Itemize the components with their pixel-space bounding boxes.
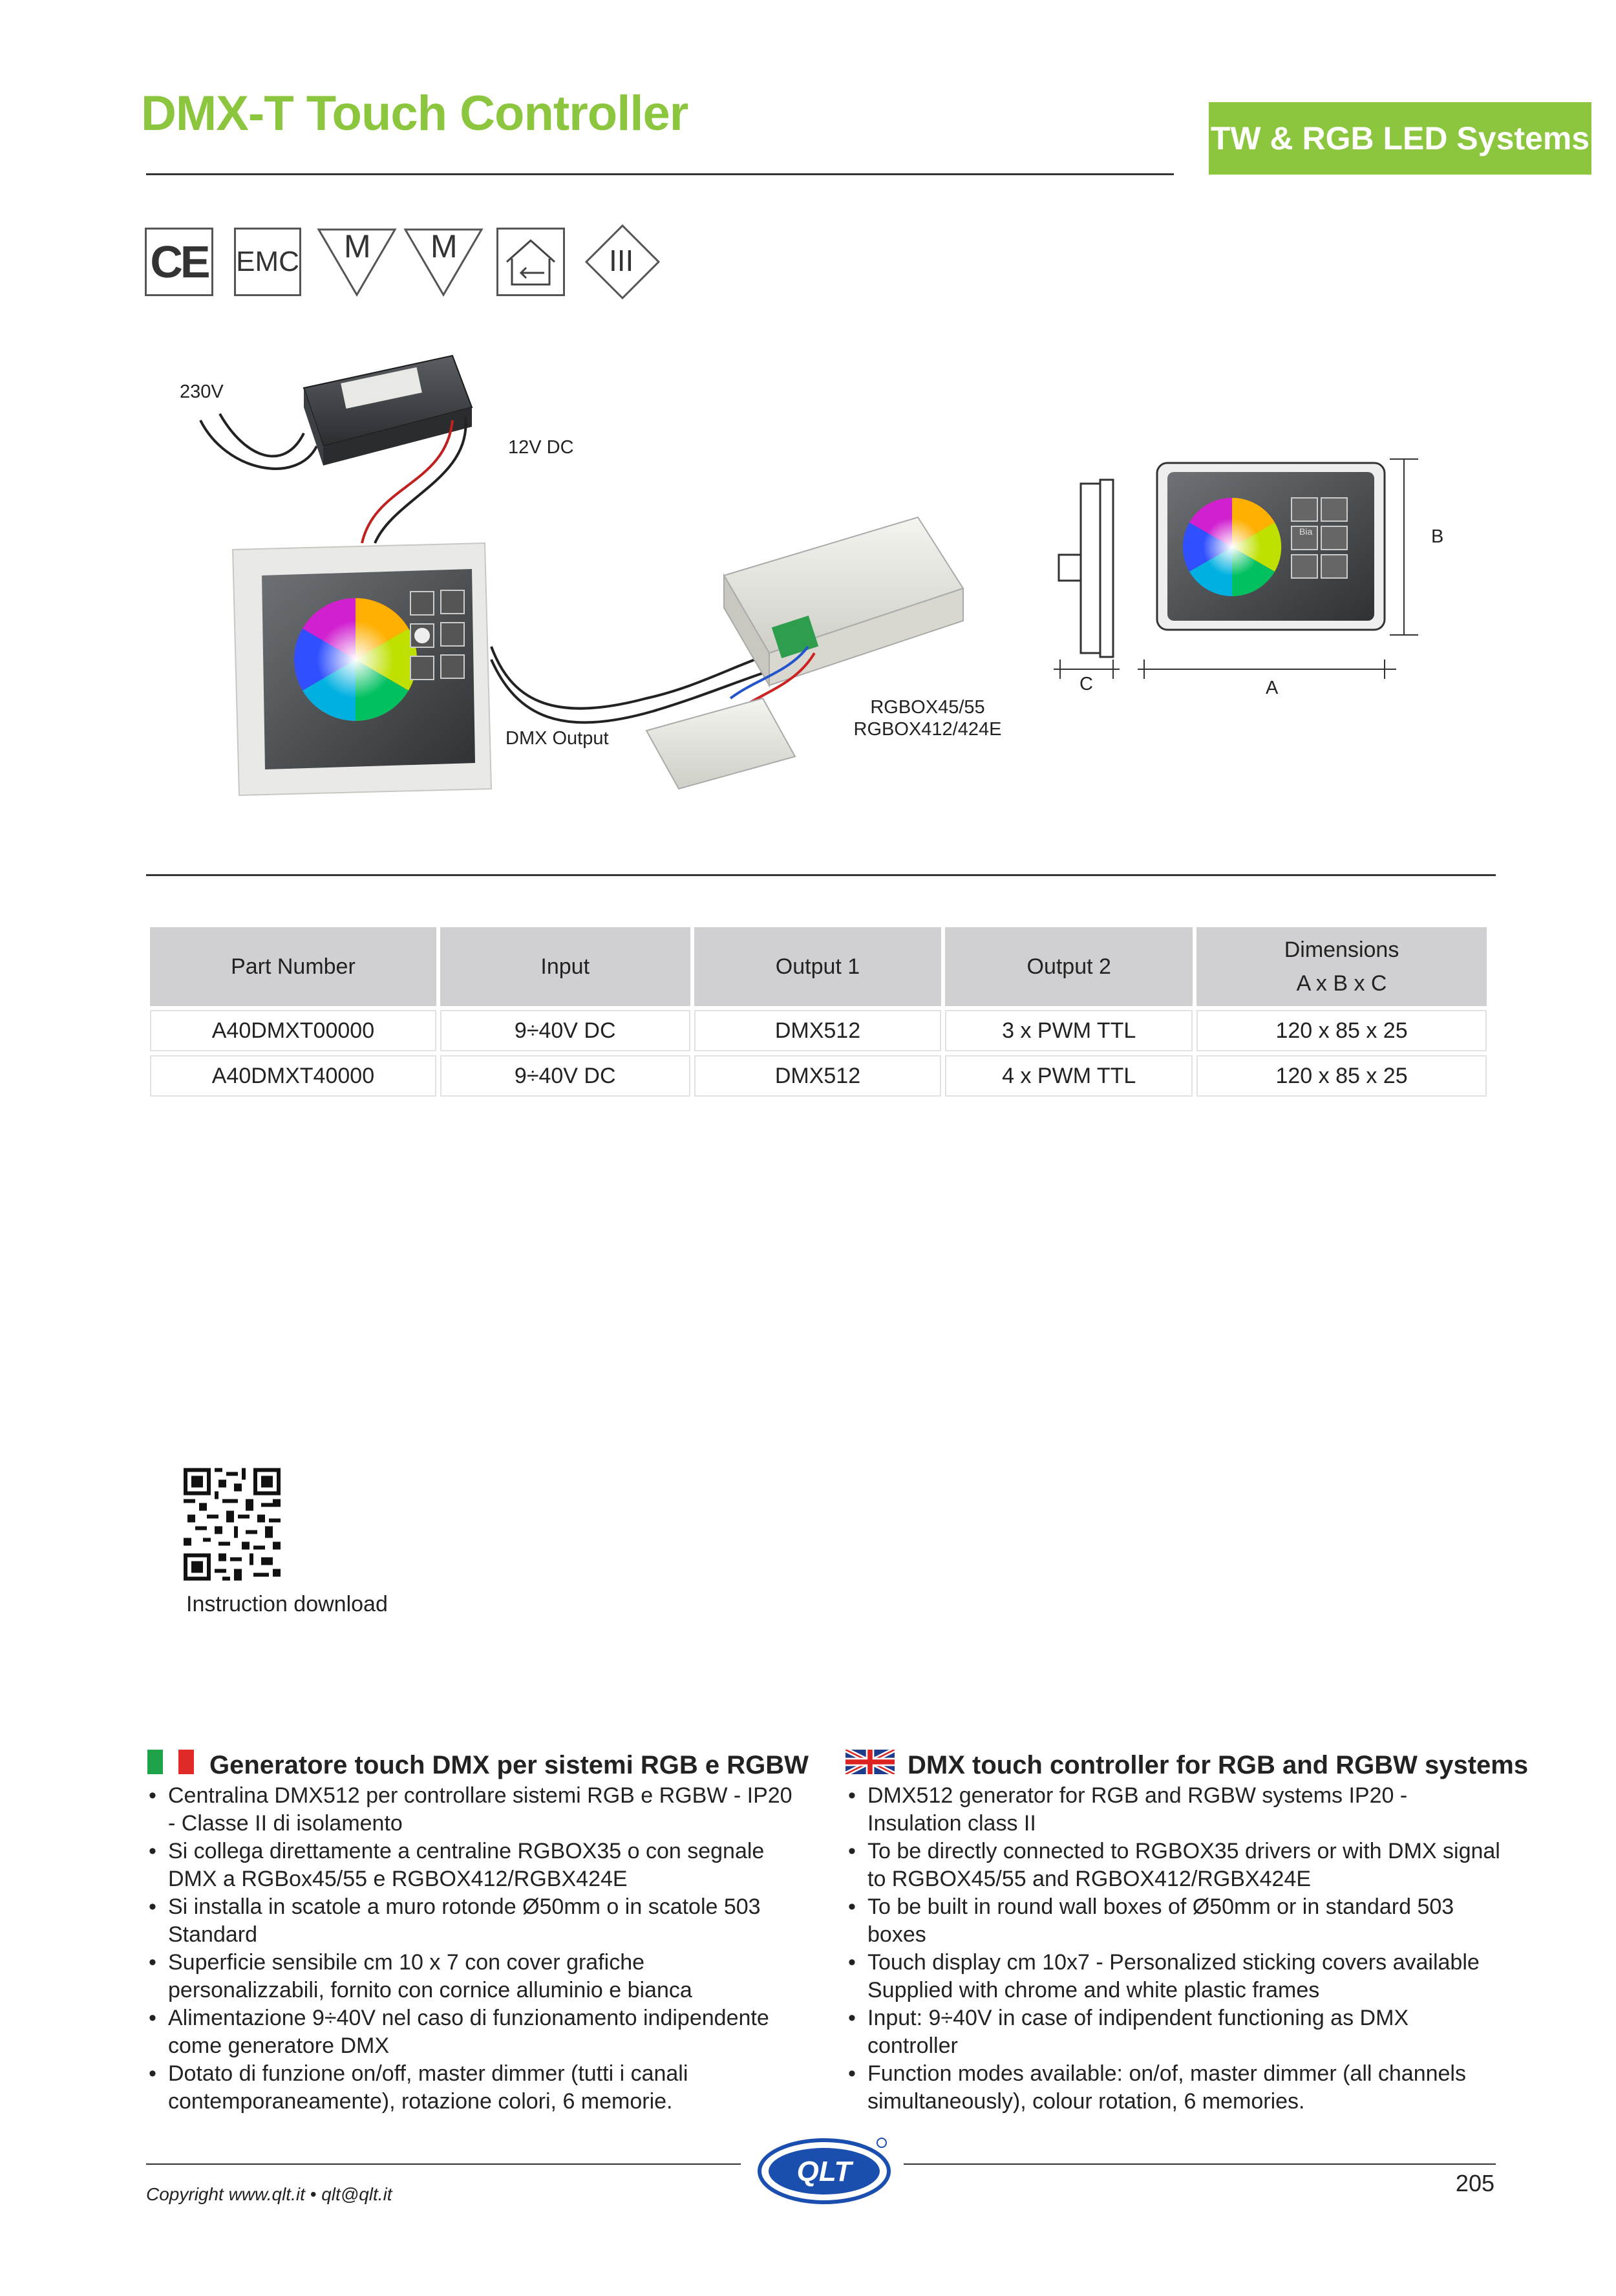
list-item: • Input: 9÷40V in case of indipendent functioning as DMX controller [845,2004,1505,2060]
list-item: • To be directly connected to RGBOX35 drivers or with DMX signal to RGBOX45/55 and RGBOX412/RGBX424E [845,1838,1505,1893]
qlt-logo [755,2134,893,2206]
table-row [150,1055,1487,1097]
col-dimensions [1196,927,1487,1006]
label-dmx-output: DMX Output [505,728,609,749]
table-row [150,1010,1487,1051]
list-item: • Si installa in scatole a muro rotonde Ø50mm o in scatole 503 Standard [146,1893,805,1949]
spec-table [146,923,1491,1100]
col-part-number: Part Number [150,927,436,1006]
emc-icon [234,228,301,296]
table-cell: 9÷40V DC [440,1055,690,1097]
qr-caption: Instruction download [186,1592,388,1616]
uk-flag-icon [845,1750,895,1774]
header-divider [146,173,1174,175]
footer-divider-right [904,2163,1496,2165]
qr-code[interactable] [184,1468,281,1581]
italian-features [146,1782,805,2116]
italian-title: Generatore touch DMX per sistemi RGB e RGBW [209,1751,809,1779]
class-iii-text: III [609,244,634,277]
label-rgbox-1: RGBOX45/55 [870,697,985,718]
table-cell: 120 x 85 x 25 [1196,1055,1487,1097]
label-rgbox-2: RGBOX412/424E [853,719,1002,740]
qlt-logo-text: QLT [796,2156,852,2187]
col-input: Input [440,927,690,1006]
list-item: • DMX512 generator for RGB and RGBW systems IP20 - Insulation class II [845,1782,1505,1838]
list-item: • Centralina DMX512 per controllare sistemi RGB e RGBW - IP20 - Classe II di isolamento [146,1782,805,1838]
list-item: • Superficie sensibile cm 10 x 7 con cover grafiche personalizzabili, fornito con cornice alluminio e bianca [146,1949,805,2004]
col-output-1: Output 1 [694,927,942,1006]
label-230v: 230V [180,381,224,402]
table-cell: DMX512 [694,1055,942,1097]
list-item: • Alimentazione 9÷40V nel caso di funzionamento indipendente come generatore DMX [146,2004,805,2060]
col-output-2: Output 2 [945,927,1193,1006]
list-item: • Dotato di funzione on/off, master dimmer (tutti i canali contemporaneamente), rotazione colori, 6 memorie. [146,2060,805,2116]
english-title: DMX touch controller for RGB and RGBW systems [908,1751,1529,1779]
m-text-2: M [431,228,458,264]
table-cell: A40DMXT40000 [150,1055,436,1097]
english-features [845,1782,1505,2116]
ce-mark-icon [145,228,213,296]
product-illustration [149,336,1015,802]
ce-mark-text: CE [150,237,208,287]
col-dimensions-title: Dimensions [1284,938,1399,962]
table-cell: DMX512 [694,1010,942,1051]
dim-label-a: A [1266,678,1279,698]
table-cell: 3 x PWM TTL [945,1010,1193,1051]
footer-divider-left [146,2163,741,2165]
btn-bia-label: Bia [1299,526,1313,537]
page-title: DMX-T Touch Controller [141,86,688,141]
table-cell: 9÷40V DC [440,1010,690,1051]
m-text-1: M [344,228,371,264]
category-badge: TW & RGB LED Systems [1209,102,1591,175]
copyright-text: Copyright www.qlt.it • qlt@qlt.it [146,2184,392,2204]
table-cell: A40DMXT00000 [150,1010,436,1051]
m-triangle-icon [317,228,397,297]
emc-text: EMC [236,246,299,277]
indoor-house-icon [496,228,565,296]
section-divider [146,874,1496,876]
m-triangle-icon [403,228,484,297]
label-12vdc: 12V DC [508,437,574,458]
table-cell: 4 x PWM TTL [945,1055,1193,1097]
page-number: 205 [1455,2170,1494,2196]
list-item: • To be built in round wall boxes of Ø50mm or in standard 503 boxes [845,1893,1505,1949]
dimension-drawing [1047,446,1461,705]
list-item: • Si collega direttamente a centraline RGBOX35 o con segnale DMX a RGBox45/55 e RGBOX412/RGBX424E [146,1838,805,1893]
table-cell: 120 x 85 x 25 [1196,1010,1487,1051]
class-iii-icon [584,224,661,300]
col-dimensions-sub: A x B x C [1296,971,1387,996]
italy-flag-icon [147,1750,194,1774]
list-item: • Touch display cm 10x7 - Personalized sticking covers available Supplied with chrome and white plastic frames [845,1949,1505,2004]
table-header-row [150,927,1487,1006]
dim-label-b: B [1431,526,1444,547]
dim-label-c: C [1079,674,1093,694]
list-item: • Function modes available: on/of, master dimmer (all channels simultaneously), colour rotation, 6 memories. [845,2060,1505,2116]
